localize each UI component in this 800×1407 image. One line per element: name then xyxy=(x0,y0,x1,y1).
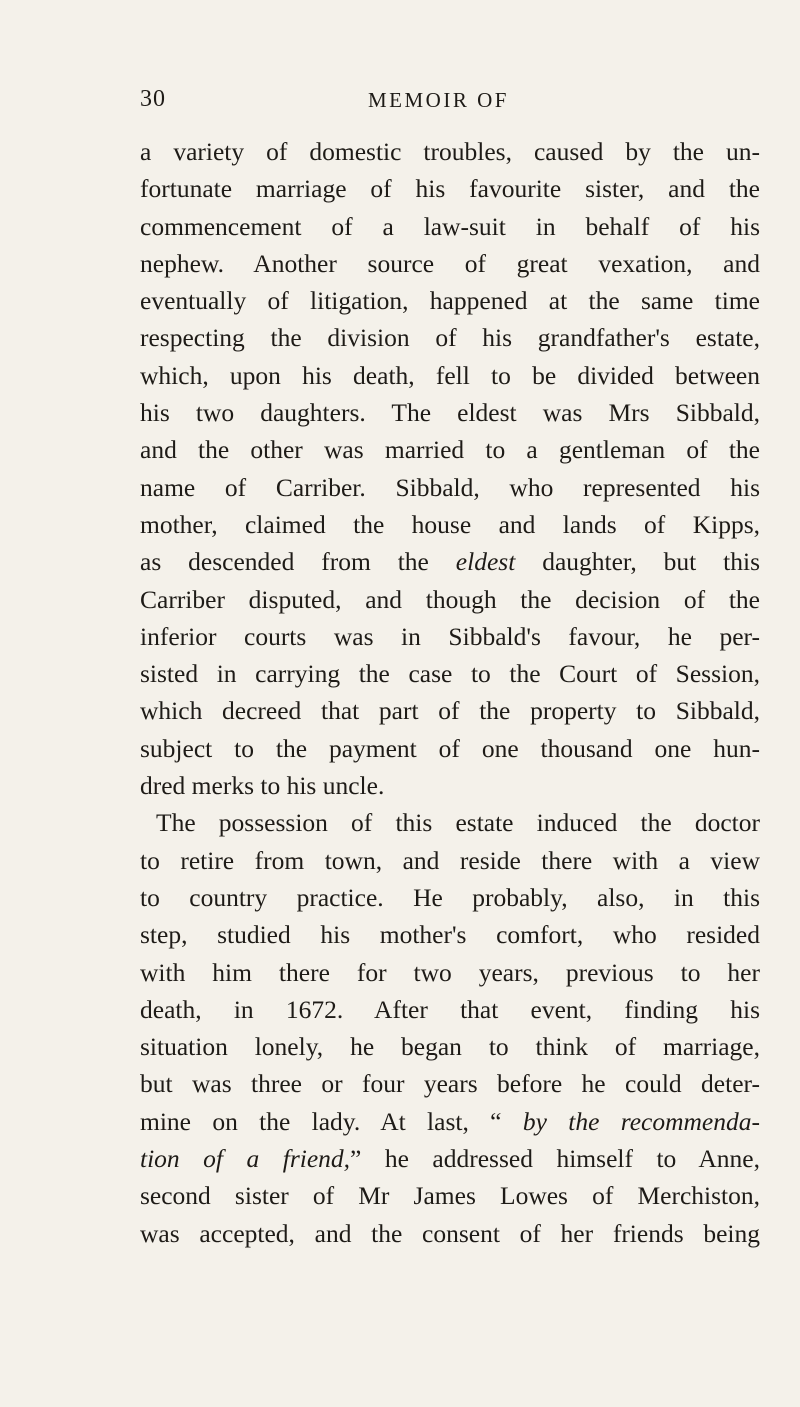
text-line: nephew. Another source of great vexation, and xyxy=(140,248,760,278)
text-line: and the other was married to a gentleman of the xyxy=(140,435,760,465)
italic-text: eldest xyxy=(455,547,516,577)
text-line xyxy=(140,1103,760,1140)
text-line: subject to the payment of one thousand one hun- xyxy=(140,733,760,763)
text-line: name of Carriber. Sibbald, who represented his xyxy=(140,472,760,502)
text-segment: daughter, but this xyxy=(515,547,760,577)
text-line: dred merks to his uncle. xyxy=(140,771,385,801)
body-text xyxy=(140,133,760,1252)
text-segment: ” he addressed himself to Anne, xyxy=(350,1144,760,1174)
text-line: which decreed that part of the property to Sibbald, xyxy=(140,696,760,726)
text-line xyxy=(140,1140,760,1177)
text-line: commencement of a law-suit in behalf of his xyxy=(140,211,760,241)
text-line: step, studied his mother's comfort, who resided xyxy=(140,920,760,950)
page-header xyxy=(140,86,740,122)
page-number: 30 xyxy=(140,86,166,112)
text-line: second sister of Mr James Lowes of Merchiston, xyxy=(140,1181,760,1211)
running-head: MEMOIR OF xyxy=(368,88,509,112)
text-line: a variety of domestic troubles, caused by the un- xyxy=(140,137,760,166)
text-line: death, in 1672. After that event, finding his xyxy=(140,994,760,1024)
text-line: but was three or four years before he could deter- xyxy=(140,1069,760,1099)
text-line: sisted in carrying the case to the Court of Session, xyxy=(140,659,760,689)
text-line: to retire from town, and reside there with a view xyxy=(140,845,760,875)
text-line: mother, claimed the house and lands of Kipps, xyxy=(140,509,760,539)
text-line: with him there for two years, previous to her xyxy=(140,957,760,987)
text-line: was accepted, and the consent of her friends being xyxy=(140,1218,760,1248)
text-line: The possession of this estate induced the doctor xyxy=(156,808,760,838)
text-line: which, upon his death, fell to be divided between xyxy=(140,360,760,390)
italic-text: tion of a friend, xyxy=(140,1144,351,1174)
italic-text: by the recommenda- xyxy=(522,1106,760,1136)
text-line: Carriber disputed, and though the decision of the xyxy=(140,584,760,614)
text-segment: mine on the lady. At last, “ xyxy=(140,1106,523,1136)
text-line xyxy=(140,543,760,580)
text-line: inferior courts was in Sibbald's favour, he per- xyxy=(140,621,760,651)
text-line: eventually of litigation, happened at the same time xyxy=(140,286,760,316)
text-segment: as descended from the xyxy=(140,547,456,577)
text-line: respecting the division of his grandfather's estate, xyxy=(140,323,760,353)
text-line: his two daughters. The eldest was Mrs Sibbald, xyxy=(140,398,760,428)
text-line: fortunate marriage of his favourite sister, and the xyxy=(140,174,760,204)
text-line: situation lonely, he began to think of marriage, xyxy=(140,1032,760,1062)
text-line: to country practice. He probably, also, in this xyxy=(140,882,760,912)
